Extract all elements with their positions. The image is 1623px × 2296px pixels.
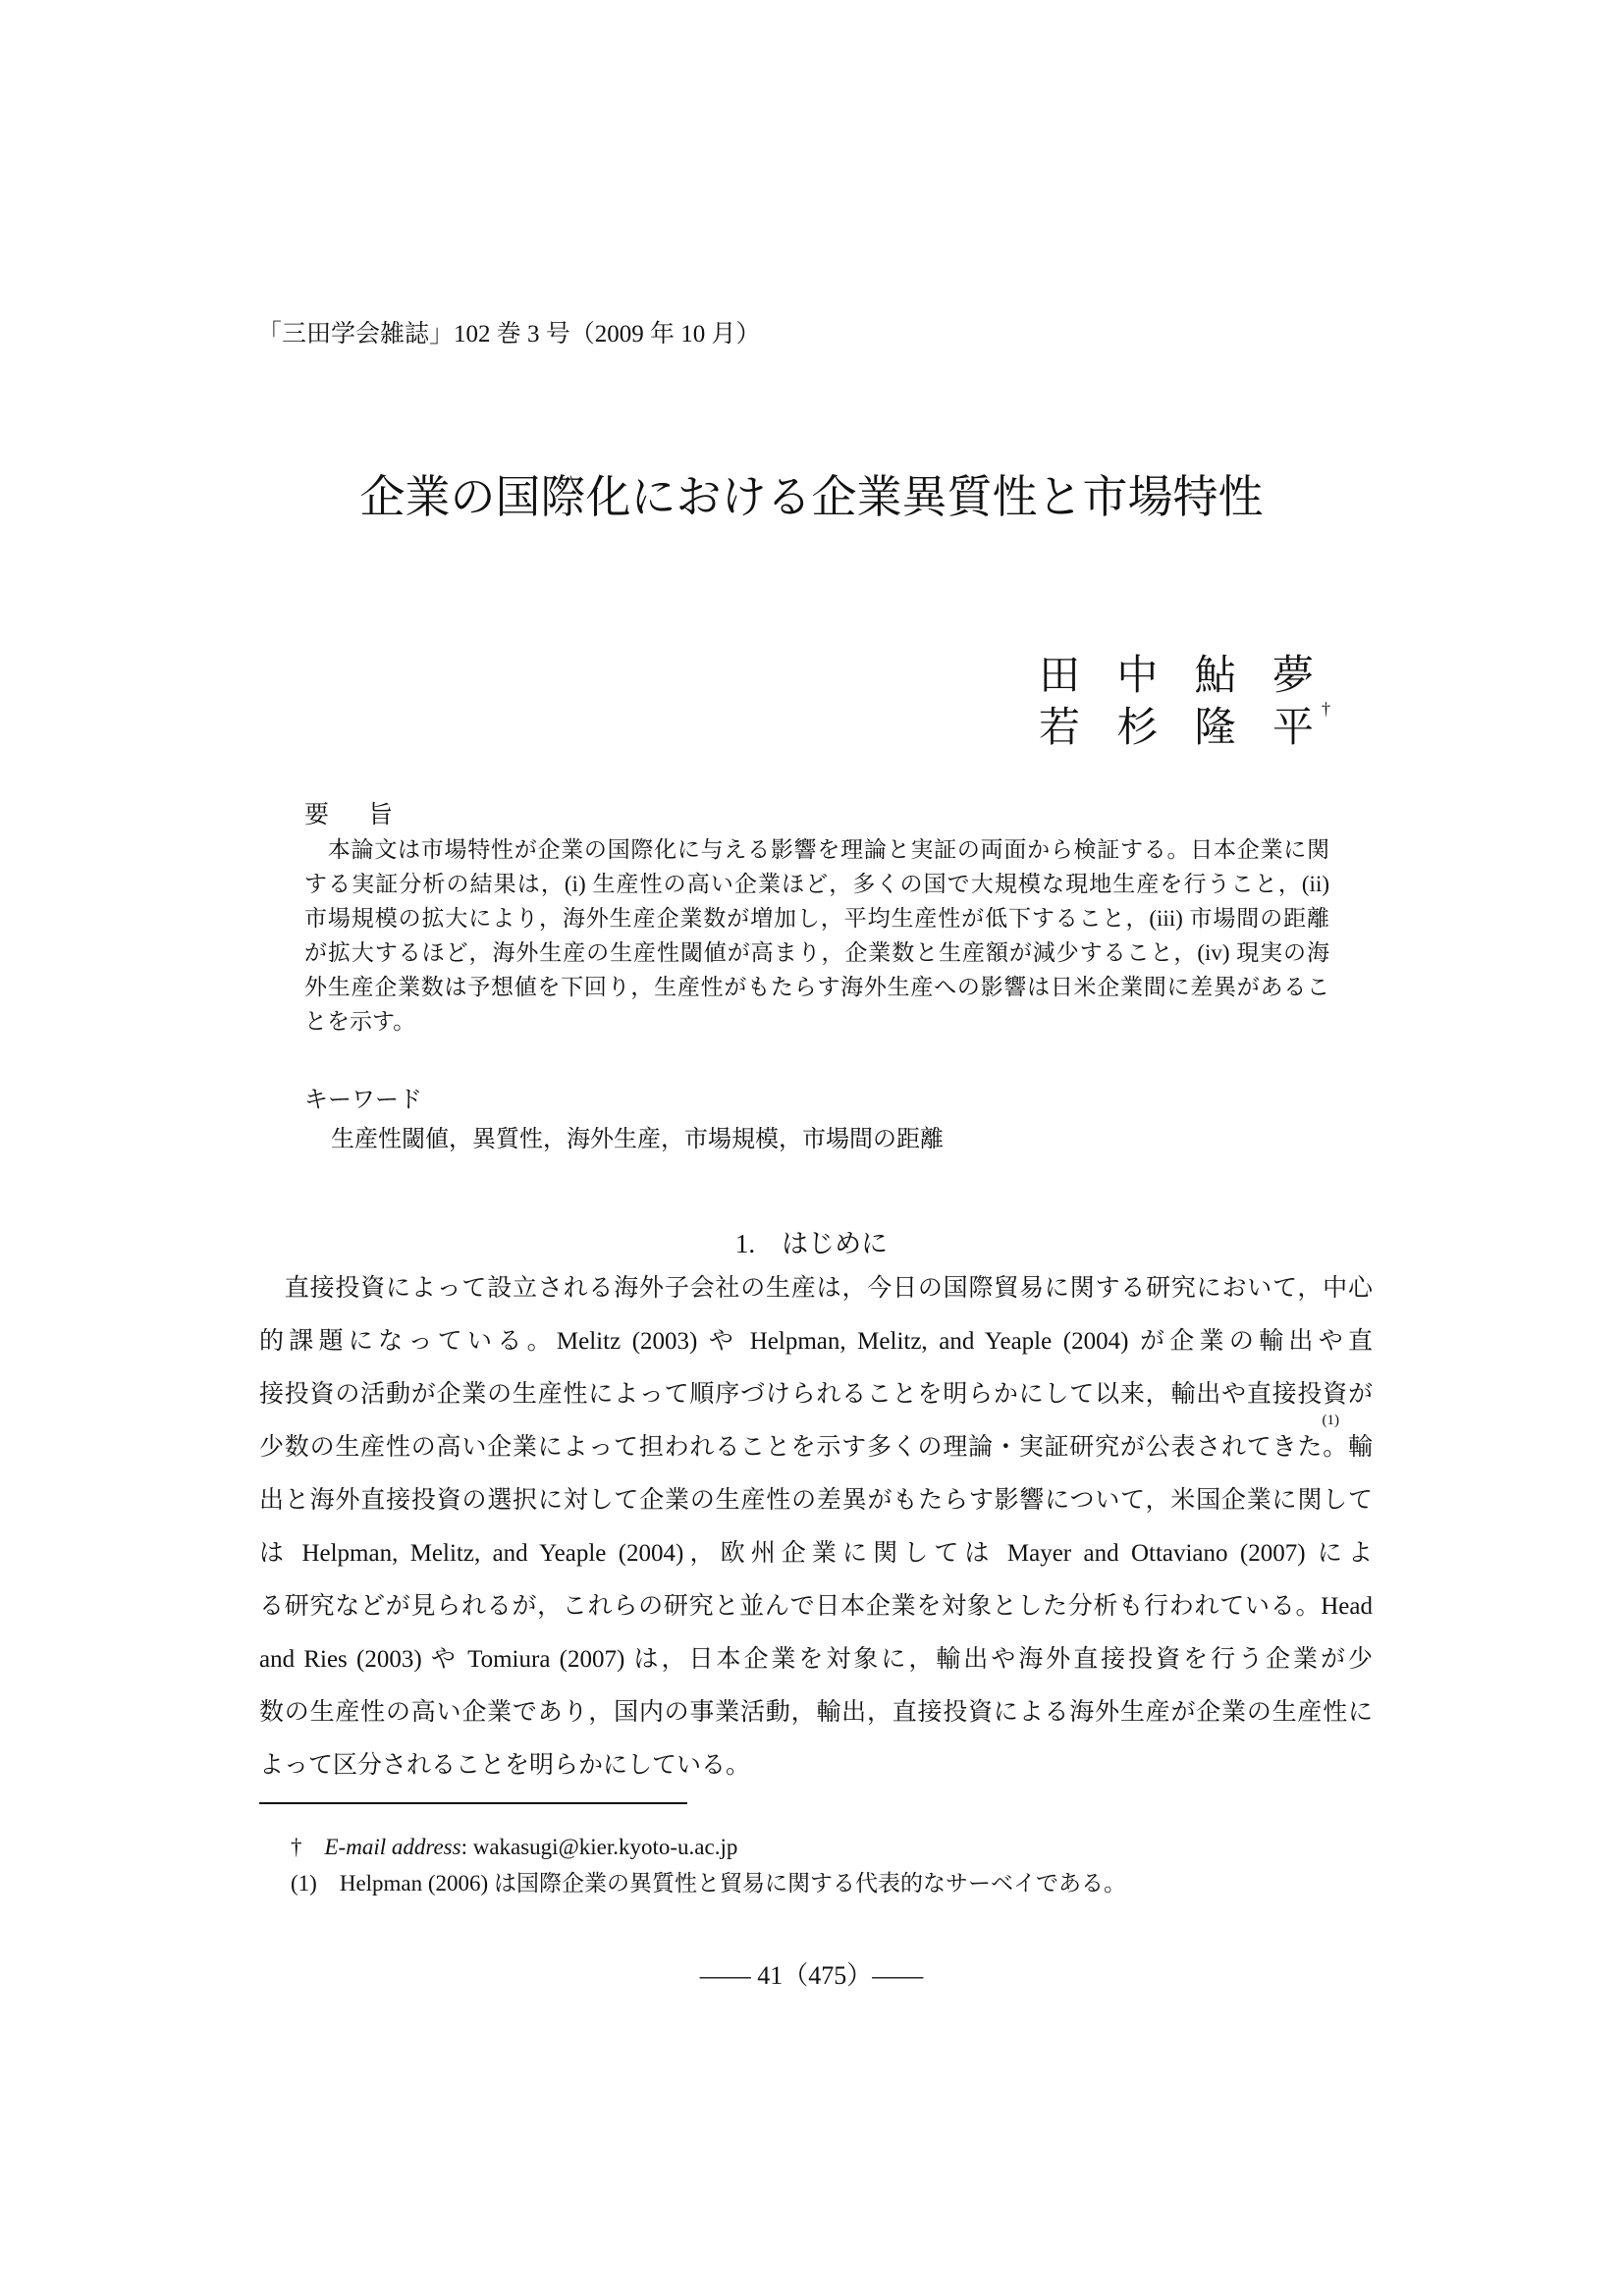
body-line: る研究などが見られるが，これらの研究と並んで日本企業を対象とした分析も行われている。Head: [259, 1593, 1373, 1620]
abstract-line: 外生産企業数は予想値を下回り，生産性がもたらす海外生産への影響は日米企業間に差異があるこ: [304, 975, 1329, 999]
abstract-line: 市場規模の拡大により，海外生産企業数が増加し，平均生産性が低下すること，(iii) 市場間の距離: [304, 906, 1329, 931]
paper-title: 企業の国際化における企業異質性と市場特性: [359, 472, 1264, 522]
footnote-ref[interactable]: (1): [1322, 1413, 1339, 1428]
body-line: は Helpman, Melitz, and Yeaple (2004)，欧州企業に関しては Mayer and Ottaviano (2007) によ: [259, 1540, 1373, 1567]
body-line: 的課題になっている。Melitz (2003) や Helpman, Melitz, and Yeaple (2004) が企業の輸出や直: [259, 1328, 1373, 1355]
author-1: [1039, 643, 1314, 702]
author-char: 平: [1271, 706, 1314, 751]
author-footnote-mark: †: [1322, 699, 1330, 719]
journal-citation: 「三田学会雑誌」102 巻 3 号（2009 年 10 月）: [257, 321, 761, 347]
keywords-text: 生産性閾値，異質性，海外生産，市場規模，市場間の距離: [331, 1127, 944, 1152]
author-char: 夢: [1271, 654, 1314, 699]
footnote-email: [291, 1834, 737, 1861]
keywords-heading: キーワード: [304, 1088, 422, 1113]
email-label: E-mail address: [324, 1835, 461, 1859]
body-line: 数の生産性の高い企業であり，国内の事業活動，輸出，直接投資による海外生産が企業の生産性に: [259, 1699, 1373, 1726]
author-char: 若: [1039, 706, 1081, 751]
abstract-heading: 要旨: [304, 802, 433, 828]
author-char: 田: [1039, 654, 1081, 699]
footnote-1: [291, 1870, 1126, 1897]
abstract-line: とを示す。: [304, 1009, 416, 1034]
page-number: ―― 41（475）――: [699, 1961, 924, 1990]
abstract-line: が拡大するほど，海外生産の生産性閾値が高まり，企業数と生産額が減少すること，(iv) 現実の海: [304, 940, 1329, 965]
body-line: 接投資の活動が企業の生産性によって順序づけられることを明らかにして以来，輸出や直接投資が: [259, 1381, 1373, 1408]
body-line: よって区分されることを明らかにしている。: [259, 1752, 751, 1779]
footnote-text: Helpman (2006) は国際企業の異質性と貿易に関する代表的なサーベイである。: [339, 1871, 1126, 1896]
author-char: 杉: [1116, 706, 1159, 751]
author-char: 鮎: [1194, 654, 1236, 699]
body-line-tail: 。輸: [1323, 1434, 1373, 1461]
author-2: [1039, 695, 1314, 754]
body-line: 出と海外直接投資の選択に対して企業の生産性の差異がもたらす影響について，米国企業に関して: [259, 1487, 1373, 1514]
footnote-mark: (1): [291, 1871, 317, 1896]
footnote-mark: †: [291, 1835, 302, 1859]
abstract-line: する実証分析の結果は，(i) 生産性の高い企業ほど，多くの国で大規模な現地生産を行うこと，(ii): [304, 872, 1329, 896]
section-heading: 1. はじめに: [734, 1229, 889, 1258]
body-line-text: 少数の生産性の高い企業によって担われることを示す多くの理論・実証研究が公表されてきた: [259, 1434, 1324, 1461]
body-line: and Ries (2003) や Tomiura (2007) は，日本企業を対象に，輸出や海外直接投資を行う企業が少: [259, 1646, 1373, 1673]
body-line: 直接投資によって設立される海外子会社の生産は，今日の国際貿易に関する研究において，中心: [259, 1275, 1373, 1302]
body-line: [259, 1413, 1373, 1463]
author-char: 中: [1116, 654, 1159, 699]
author-char: 隆: [1194, 706, 1236, 751]
email-address[interactable]: : wakasugi@kier.kyoto-u.ac.jp: [460, 1835, 738, 1859]
abstract-line: 本論文は市場特性が企業の国際化に与える影響を理論と実証の両面から検証する。日本企業に関: [304, 837, 1329, 862]
footnote-rule: [259, 1802, 687, 1804]
